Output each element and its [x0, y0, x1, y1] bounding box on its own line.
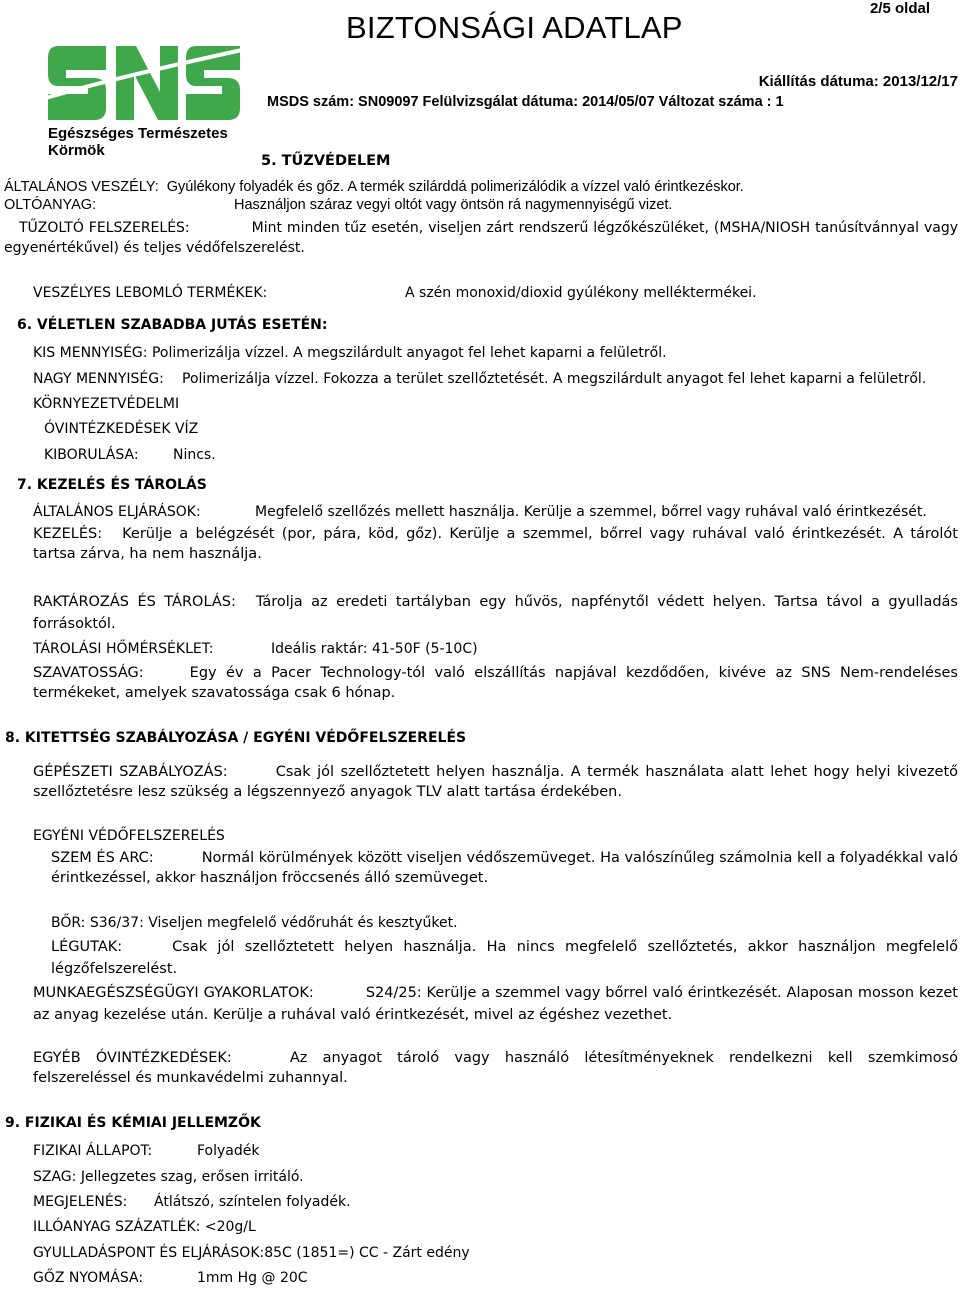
s8-eye-label: SZEM ÉS ARC: [51, 850, 154, 866]
s7-handling-row [33, 524, 958, 564]
s9-odor-row [33, 1169, 304, 1185]
s5-equipment-row [4, 218, 958, 258]
s6-small-label: KIS MENNYISÉG: [33, 345, 148, 361]
issue-date: Kiállítás dátuma: 2013/12/17 [758, 73, 958, 90]
s9-vapor-value: 1mm Hg @ 20C [197, 1270, 308, 1286]
s7-storage-value: Tárolja az eredeti tartályban egy hűvös, napfénytől védett helyen. Tartsa távol a gyulladás forrásoktól. [33, 594, 958, 632]
section-7-heading: 7. KEZELÉS ÉS TÁROLÁS [17, 477, 207, 493]
s7-general-label: ÁLTALÁNOS ELJÁRÁSOK: [33, 504, 201, 520]
s8-resp-value: Csak jól szellőztetett helyen használja. Ha nincs megfelelő szellőztetés, akkor használjon megfelelő légzőfelszerelést. [51, 939, 958, 977]
s8-resp-row [51, 936, 958, 980]
s7-temp-value: Ideális raktár: 41-50F (5-10C) [271, 641, 478, 657]
s6-small-value: Polimerizálja vízzel. A megszilárdult anyagot fel lehet kaparni a felületről. [151, 345, 667, 361]
s9-flash-row [33, 1245, 470, 1261]
s5-hazard-row [4, 179, 744, 195]
s6-small-row [33, 345, 667, 361]
s5-decomposition-label: VESZÉLYES LEBOMLÓ TERMÉKEK: [33, 285, 268, 301]
s5-hazard-value: Gyúlékony folyadék és gőz. A termék szilárddá polimerizálódik a vízzel való érintkezéskor. [166, 179, 744, 195]
s8-skin-row [51, 915, 458, 931]
section-5-heading: 5. TŰZVÉDELEM [261, 153, 391, 169]
logo-tagline [48, 125, 228, 159]
s7-general-value: Megfelelő szellőzés mellett használja. Kerülje a szemmel, bőrrel vagy ruhával való érintkezését. [255, 504, 927, 520]
logo-tagline-line-1: Egészséges Természetes [48, 125, 228, 142]
section-8-heading: 8. KITETTSÉG SZABÁLYOZÁSA / EGYÉNI VÉDŐFELSZERELÉS [5, 730, 467, 746]
s6-env-line-3-label: KIBORULÁSA: [44, 447, 139, 463]
s8-hygiene-row [33, 982, 958, 1026]
s6-env-line-2: ÓVINTÉZKEDÉSEK VÍZ [44, 421, 199, 437]
s7-handling-label: KEZELÉS: [33, 526, 103, 542]
section-9-heading: 9. FIZIKAI ÉS KÉMIAI JELLEMZŐK [5, 1115, 261, 1131]
s9-state-value: Folyadék [197, 1143, 260, 1159]
s5-equipment-label: TŰZOLTÓ FELSZERELÉS: [19, 220, 190, 236]
s8-eye-value: Normál körülmények között viseljen védőszemüveget. Ha valószínűleg számolnia kell a folyadékkal való érintkezéssel, akkor használjon fröccsenés álló szemüveget. [51, 850, 958, 886]
s7-storage-row [33, 591, 958, 635]
s9-voc-label: ILLÓANYAG SZÁZATLÉK: [33, 1219, 201, 1235]
s9-appearance-label: MEGJELENÉS: [33, 1194, 128, 1210]
s8-other-row [33, 1048, 958, 1088]
section-6-heading: 6. VÉLETLEN SZABADBA JUTÁS ESETÉN: [17, 317, 328, 333]
s8-other-value: Az anyagot tároló vagy használó létesítményeknek rendelkezni kell szemkimosó felszereléssel és munkavédelmi zuhannyal. [33, 1050, 958, 1086]
s9-odor-value: Jellegzetes szag, erősen irritáló. [80, 1169, 304, 1185]
s8-ppe-heading: EGYÉNI VÉDŐFELSZERELÉS [33, 828, 225, 844]
s9-voc-row [33, 1219, 256, 1235]
s8-skin-label: BŐR: [51, 915, 86, 931]
s9-vapor-label: GŐZ NYOMÁSA: [33, 1270, 144, 1286]
s6-env-line-3-value: Nincs. [173, 447, 216, 463]
s8-skin-value: S36/37: Viseljen megfelelő védőruhát és kesztyűket. [89, 915, 458, 931]
logo-tagline-line-2: Körmök [48, 142, 105, 159]
s9-flash-label: GYULLADÁSPONT ÉS ELJÁRÁSOK: [33, 1245, 265, 1261]
s8-engineering-value: Csak jól szellőztetett helyen használja. A termék használata alatt lehet hogy helyi kivezető szellőztetésre lesz szükség a légszennyező anyagok TLV alatt tartása érdekében. [33, 764, 958, 800]
sns-logo-mark [44, 38, 244, 128]
s5-equipment-value: Mint minden tűz esetén, viseljen zárt rendszerű légzőkészüléket, (MSHA/NIOSH tanúsítvánnyal vagy egyenértékűvel) és teljes védőfelszerelést. [4, 220, 958, 256]
msds-info-line: MSDS szám: SN09097 Felülvizsgálat dátuma: 2014/05/07 Változat száma : 1 [267, 94, 784, 110]
s8-other-label: EGYÉB ÓVINTÉZKEDÉSEK: [33, 1050, 232, 1066]
s8-hygiene-value: S24/25: Kerülje a szemmel vagy bőrrel való érintkezését. Alaposan mosson kezet az anyag kezelése után. Kerülje a ruhával való érintkezését, mivel az égéshez vezethet. [33, 985, 958, 1023]
s9-voc-value: <20g/L [204, 1219, 256, 1235]
s6-large-label: NAGY MENNYISÉG: [33, 371, 164, 387]
s9-appearance-value: Átlátszó, színtelen folyadék. [154, 1194, 351, 1210]
s6-env-line-1: KÖRNYEZETVÉDELMI [33, 396, 180, 412]
s8-eye-row [51, 848, 958, 888]
s6-large-value: Polimerizálja vízzel. Fokozza a terület szellőztetését. A megszilárdult anyagot fel lehet kaparni a felületről. [182, 371, 927, 387]
s5-hazard-label: ÁLTALÁNOS VESZÉLY: [4, 179, 159, 195]
s5-agent-label: OLTÓANYAG: [4, 197, 97, 213]
s8-engineering-label: GÉPÉSZETI SZABÁLYOZÁS: [33, 764, 228, 780]
s5-agent-value: Használjon száraz vegyi oltót vagy öntsön rá nagymennyiségű vizet. [234, 197, 673, 213]
s7-shelf-value: Egy év a Pacer Technology-tól való elszállítás napjával kezdődően, kivéve az SNS Nem-rendeléses termékeket, amelyek szavatossága csak 6 hónap. [33, 665, 958, 701]
s7-temp-label: TÁROLÁSI HŐMÉRSÉKLET: [33, 641, 214, 657]
s8-hygiene-label: MUNKAEGÉSZSÉGÜGYI GYAKORLATOK: [33, 985, 314, 1001]
s7-shelf-label: SZAVATOSSÁG: [33, 665, 144, 681]
s9-odor-label: SZAG: [33, 1169, 77, 1185]
s8-resp-label: LÉGUTAK: [51, 939, 123, 955]
page-indicator: 2/5 oldal [869, 0, 930, 17]
s7-shelf-row [33, 663, 958, 703]
s9-state-label: FIZIKAI ÁLLAPOT: [33, 1143, 153, 1159]
s5-decomposition-value: A szén monoxid/dioxid gyúlékony melléktermékei. [405, 285, 757, 301]
s8-engineering-row [33, 762, 958, 802]
s7-handling-value: Kerülje a belégzését (por, pára, köd, gőz). Kerülje a szemmel, bőrrel vagy ruhával való érintkezését. A tárolót tartsa zárva, ha nem használja. [33, 526, 958, 562]
s7-storage-label: RAKTÁROZÁS ÉS TÁROLÁS: [33, 594, 236, 610]
document-title: BIZTONSÁGI ADATLAP [346, 10, 683, 45]
company-logo [44, 38, 244, 128]
s9-flash-value: 85C (1851=) CC - Zárt edény [264, 1245, 470, 1261]
